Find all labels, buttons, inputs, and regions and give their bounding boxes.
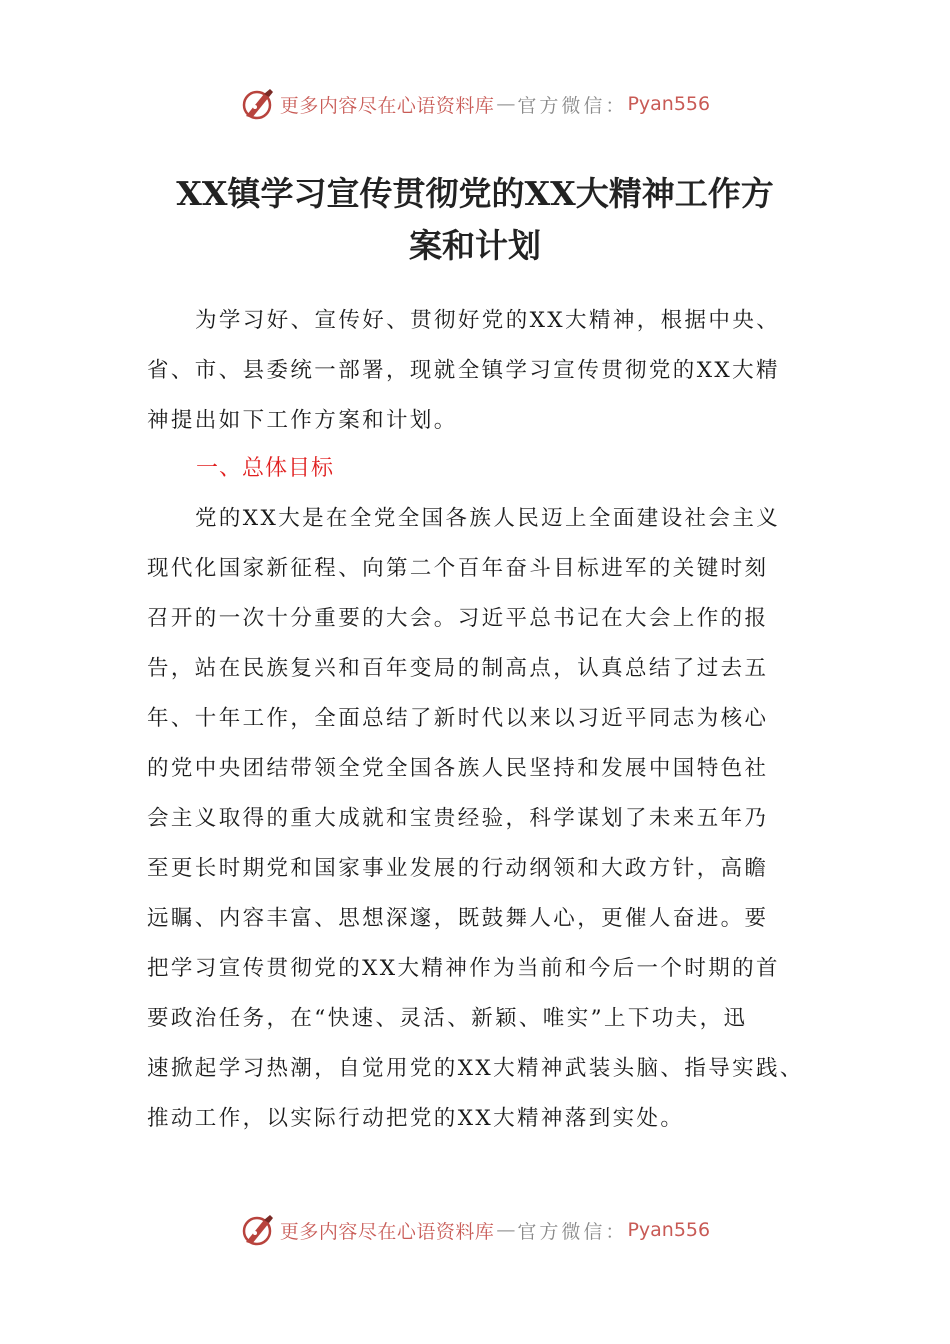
banner-label: 官方微信：: [517, 94, 628, 117]
text-line: 把学习宣传贯彻党的XX大精神作为当前和今后一个时期的首: [147, 956, 780, 981]
text-line: 召开的一次十分重要的大会。习近平总书记在大会上作的报: [147, 606, 769, 631]
text-line: 至更长时期党和国家事业发展的行动纲领和大政方针，高瞻: [147, 856, 769, 881]
document-title: [120, 168, 830, 272]
banner-label: 官方微信：: [517, 1220, 628, 1243]
banner-wechat-id: Pyan556: [627, 93, 711, 115]
header-banner: [0, 84, 950, 124]
text-line: 省、市、县委统一部署，现就全镇学习宣传贯彻党的XX大精: [147, 358, 780, 383]
banner-text: 更多内容尽在心语资料库: [279, 1220, 495, 1243]
text-line: 年、十年工作，全面总结了新时代以来以习近平同志为核心: [147, 706, 769, 731]
text-line: 远瞩、内容丰富、思想深邃，既鼓舞人心，更催人奋进。要: [147, 906, 769, 931]
banner-text: 更多内容尽在心语资料库: [279, 94, 495, 117]
banner-dash: —: [496, 1219, 516, 1241]
text-line: 要政治任务，在“快速、灵活、新颖、唯实”上下功夫，迅: [147, 1006, 748, 1031]
text-line: 速掀起学习热潮，自觉用党的XX大精神武装头脑、指导实践、: [147, 1056, 804, 1081]
intro-paragraph: [147, 296, 819, 446]
text-line: 神提出如下工作方案和计划。: [147, 408, 458, 433]
text-line: 现代化国家新征程、向第二个百年奋斗目标进军的关键时刻: [147, 556, 769, 581]
text-line: 党的XX大是在全党全国各族人民迈上全面建设社会主义: [195, 506, 781, 531]
title-line-1: XX镇学习宣传贯彻党的XX大精神工作方: [176, 174, 774, 213]
pen-logo-icon: [240, 1212, 276, 1248]
text-line: 推动工作，以实际行动把党的XX大精神落到实处。: [147, 1106, 685, 1131]
pen-logo-icon: [240, 86, 276, 122]
text-line: 为学习好、宣传好、贯彻好党的XX大精神，根据中央、: [195, 308, 781, 333]
banner-dash: —: [496, 93, 516, 115]
text-line: 告，站在民族复兴和百年变局的制高点，认真总结了过去五: [147, 656, 769, 681]
footer-banner: [0, 1210, 950, 1250]
text-line: 的党中央团结带领全党全国各族人民坚持和发展中国特色社: [147, 756, 769, 781]
section1-paragraph: [147, 494, 819, 1144]
section-heading: 一、总体目标: [196, 456, 335, 481]
title-line-2: 案和计划: [409, 226, 541, 265]
banner-wechat-id: Pyan556: [627, 1219, 711, 1241]
text-line: 会主义取得的重大成就和宝贵经验，科学谋划了未来五年乃: [147, 806, 769, 831]
